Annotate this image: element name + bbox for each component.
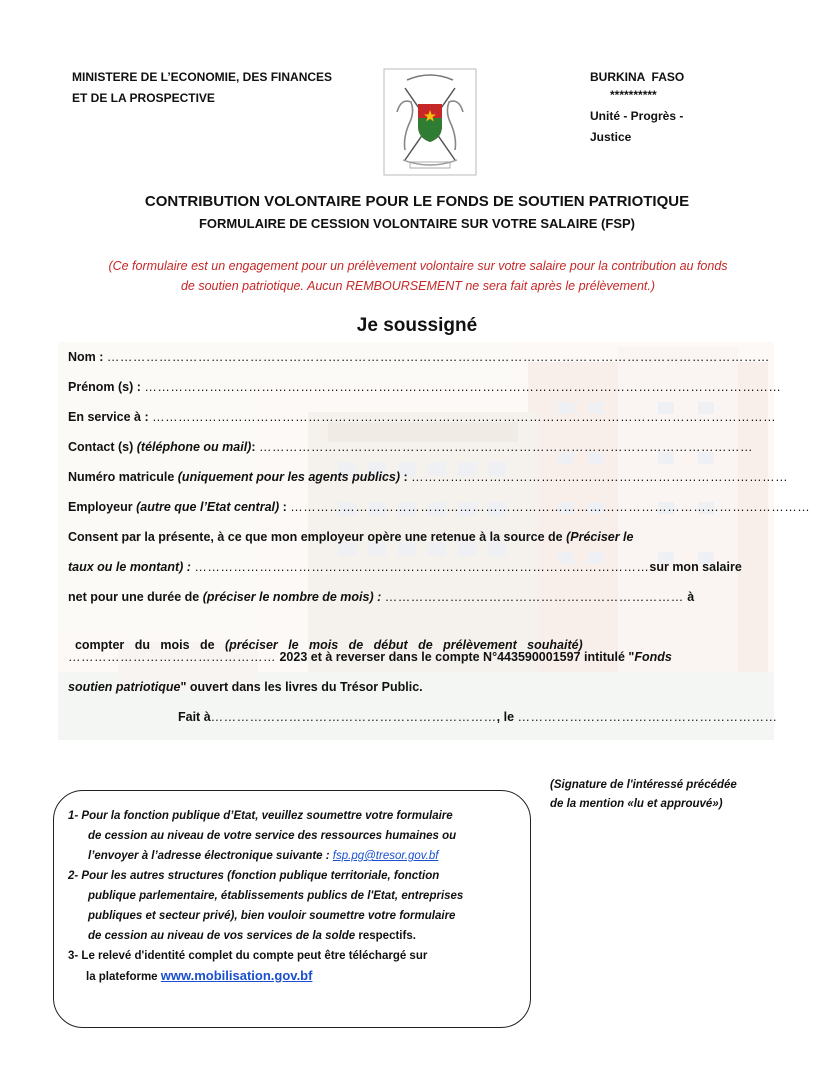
consent-end-6: " ouvert dans les livres du Trésor Public. [180,680,423,694]
signature-note [550,776,790,814]
consent-line-6 [68,678,728,696]
field-matricule-suffix: : [400,470,412,484]
note-2-line-3: publiques et secteur privé), bien vouloir soumettre votre formulaire [88,910,456,922]
field-matricule-label: Numéro matricule [68,470,178,484]
field-employeur-blank[interactable]: ………………………………………………………………………………………………………… [290,500,811,514]
signature-line-1: (Signature de l'intéressé précédée [550,779,737,791]
note-2-line-2: publique parlementaire, établissements publics de l'Etat, entreprises [88,890,464,902]
field-contact-hint: (téléphone ou mail) [136,440,252,454]
consent-end-2: sur mon salaire [649,560,742,574]
field-employeur-label: Employeur [68,500,137,514]
consent-text-3: net pour une durée de [68,590,203,604]
field-contact-label: Contact (s) [68,440,137,454]
consent-hint-2: taux ou le montant) : [68,560,195,574]
note-1-line-1: 1- Pour la fonction publique d’Etat, veuillez soumettre votre formulaire [68,810,453,822]
form-title: CONTRIBUTION VOLONTAIRE POUR LE FONDS DE SOUTIEN PATRIOTIQUE [144,193,690,210]
note-2-line-4-end: respectifs. [355,930,416,942]
consent-hint-6: soutien patriotique [68,680,181,694]
consent-hint-1: (Préciser le [566,530,634,544]
date-blank[interactable]: …………………………………………………… [517,710,778,724]
disclaimer-line-2: de soutien patriotique. Aucun REMBOURSEMENT ne sera fait après le prélèvement.) [180,279,656,293]
place-date-line[interactable] [178,708,778,726]
note-1-line-3-text: l’envoyer à l’adresse électronique suivante : [88,850,333,862]
note-1-line-3 [68,846,528,866]
field-nom[interactable] [68,348,770,366]
field-service-label: En service à : [68,410,153,424]
fait-a-label: Fait à [178,710,211,724]
note-2-line-4-text: de cession au niveau de vos services de la solde [88,930,356,942]
field-matricule[interactable] [68,468,789,486]
start-month-blank[interactable]: ………………………………………… [68,650,276,664]
note-2-line-4 [68,926,528,946]
field-nom-blank[interactable]: ……………………………………………………………………………………………………………………………………… [106,350,770,364]
field-service[interactable] [68,408,777,426]
country-motto: Unité - Progrès - Justice [590,109,684,144]
field-contact[interactable] [68,438,753,456]
consent-hint-3: (préciser le nombre de mois) : [202,590,385,604]
stars-separator: ********** [610,88,657,102]
consent-text-1: Consent par la présente, à ce que mon employeur opère une retenue à la source de [68,530,567,544]
field-contact-blank[interactable]: …………………………………………………………………………………………………… [258,440,753,454]
consent-text-5: 2023 et à reverser dans le compte N°443590001597 intitulé " [276,650,635,664]
field-matricule-blank[interactable]: …………………………………………………………………………… [411,470,789,484]
amount-blank[interactable]: …………………………………………………………………………………………… [194,560,650,574]
instructions-list [68,806,528,987]
section-heading: Je soussigné [356,315,478,336]
field-prenom-label: Prénom (s) : [68,380,145,394]
field-matricule-hint: (uniquement pour les agents publics) [177,470,401,484]
field-nom-label: Nom : [68,350,107,364]
country-name: BURKINA FASO [590,70,685,84]
field-service-blank[interactable]: ……………………………………………………………………………………………………………………………… [152,410,777,424]
place-blank[interactable]: ………………………………………………………… [210,710,497,724]
email-link[interactable]: fsp.pg@tresor.gov.bf [332,850,439,862]
duration-blank[interactable]: …………………………………………………………… [384,590,684,604]
field-contact-suffix: : [251,440,259,454]
platform-link[interactable]: www.mobilisation.gov.bf [160,968,313,983]
note-1-line-2: de cession au niveau de votre service des ressources humaines ou [88,830,457,842]
consent-line-4 [68,618,728,652]
consent-hint-5: Fonds [634,650,672,664]
field-employeur[interactable] [68,498,811,516]
signature-line-2: de la mention «lu et approuvé») [550,798,723,810]
consent-line-5[interactable] [68,648,728,666]
field-employeur-hint: (autre que l’Etat central) [136,500,280,514]
consent-line-2[interactable] [68,558,742,576]
consent-end-3: à [683,590,695,604]
country-block [590,67,720,148]
field-prenom[interactable] [68,378,782,396]
consent-line-3[interactable] [68,588,728,606]
coat-of-arms-icon [383,68,477,176]
note-2-line-1: 2- Pour les autres structures (fonction publique territoriale, fonction [68,870,440,882]
consent-line-1 [68,528,728,546]
consent-text-4: compter du mois de [74,638,225,652]
ministry-name [72,67,332,109]
field-prenom-blank[interactable]: ………………………………………………………………………………………………………………………………… [144,380,782,394]
ministry-line-1: MINISTERE DE L’ECONOMIE, DES FINANCES [72,70,333,84]
disclaimer-line-1: (Ce formulaire est un engagement pour un prélèvement volontaire sur votre salaire pour la contribution au fonds [108,259,728,273]
ministry-line-2: ET DE LA PROSPECTIVE [72,91,215,105]
note-3-line-2 [68,966,528,987]
disclaimer [68,256,768,296]
form-subtitle: FORMULAIRE DE CESSION VOLONTAIRE SUR VOTRE SALAIRE (FSP) [198,216,635,231]
consent-hint-4: (préciser le mois de début de prélèvement souhaité) [224,638,583,652]
le-label: , le [496,710,518,724]
field-employeur-suffix: : [279,500,291,514]
note-3-line-1: 3- Le relevé d'identité complet du compte peut être téléchargé sur [68,950,428,962]
note-3-line-2-text: la plateforme [86,971,161,983]
